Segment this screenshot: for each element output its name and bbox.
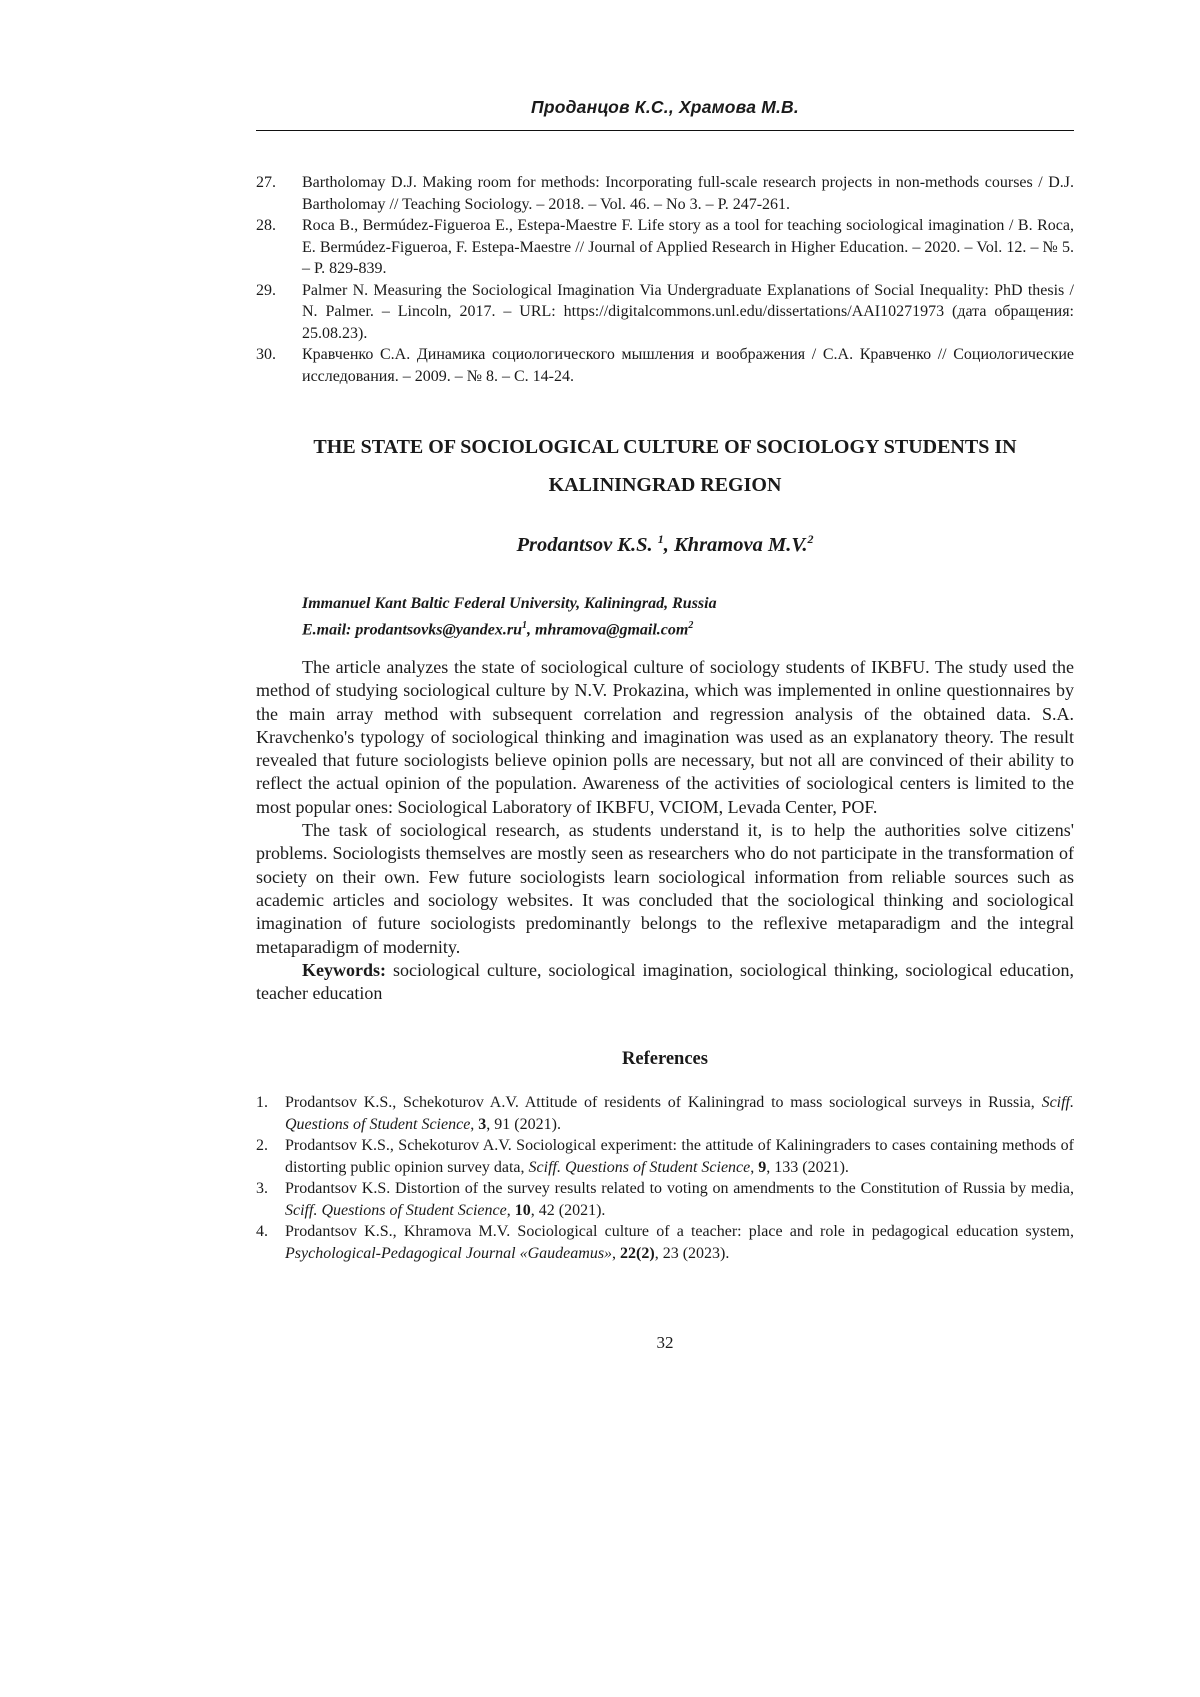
email-line: [302, 615, 717, 641]
reference-text: Кравченко С.А. Динамика социологического мышления и воображения / С.А. Кравченко // Социологические исследования. – 2009. – № 8. – С. 14-24.: [302, 346, 1074, 385]
reference-number: 3.: [256, 1180, 268, 1197]
author-2: Khramova M.V.: [674, 533, 808, 556]
email-separator: ,: [527, 620, 536, 638]
affiliation-block: [302, 593, 717, 640]
reference-number: 1.: [256, 1094, 268, 1111]
abstract: [256, 656, 1074, 1005]
email-label: E.mail:: [302, 620, 356, 638]
reference-pages-year: , 91 (2021).: [486, 1115, 561, 1133]
reference-number: 4.: [256, 1223, 268, 1240]
running-head: Проданцов К.С., Храмова М.В.: [531, 97, 799, 117]
references-list: [256, 1092, 1074, 1264]
reference-item: [256, 1178, 1074, 1221]
reference-journal: Sciff. Questions of Student Science: [528, 1158, 751, 1176]
email-2: mhramova@gmail.com: [535, 620, 689, 638]
references-heading: References: [622, 1049, 708, 1069]
author-line: [256, 532, 1074, 557]
keywords-text: sociological culture, sociological imagination, sociological thinking, sociological education, teacher education: [256, 959, 1074, 1004]
email-2-mark: 2: [688, 619, 694, 631]
reference-journal: Sciff. Questions of Student Science: [285, 1201, 507, 1219]
reference-number: 2.: [256, 1137, 268, 1154]
page-number: 32: [656, 1333, 674, 1352]
reference-pages-year: , 133 (2021).: [766, 1158, 849, 1176]
reference-pages-year: , 42 (2021).: [530, 1201, 606, 1219]
reference-number: 30.: [256, 346, 276, 363]
reference-item: [256, 1092, 1074, 1135]
reference-item: [256, 172, 1074, 215]
reference-item: [256, 1221, 1074, 1264]
email-1-mark: 1: [522, 619, 528, 631]
reference-journal: Sciff. Questions of Student Science: [285, 1094, 1074, 1133]
reference-item: [256, 1135, 1074, 1178]
article-title: [256, 428, 1074, 504]
reference-volume: 22(2): [620, 1244, 655, 1262]
reference-number: 27.: [256, 174, 276, 191]
reference-text: Roca B., Bermúdez-Figueroa E., Estepa-Maestre F. Life story as a tool for teaching sociological imagination / B. Roca, E. Bermúdez-Figueroa, F. Estepa-Maestre // Journal of Applied Research in Higher Education. – 2020. – Vol. 12. – № 5. – P. 829-839.: [302, 217, 1074, 277]
abstract-paragraph-2: The task of sociological research, as students understand it, is to help the authorities solve citizens' problems. Sociologists themselves are mostly seen as researchers who do not participate in the transformation of society on their own. Few future sociologists learn sociological information from reliable sources such as academic articles and sociology websites. It was concluded that the sociological thinking and sociological imagination of future sociologists predominantly belongs to the reflexive metaparadigm and the integral metaparadigm of modernity.: [256, 820, 1074, 957]
reference-number: 29.: [256, 281, 276, 299]
affiliation: Immanuel Kant Baltic Federal University, Kaliningrad, Russia: [302, 595, 717, 612]
previous-references-list: [256, 172, 1074, 387]
author-1: Prodantsov K.S.: [516, 533, 653, 556]
keywords-paragraph: [256, 959, 1074, 1006]
reference-volume: 10: [514, 1201, 531, 1219]
reference-authors-title: Prodantsov K.S., Schekoturov A.V. Sociological experiment: the attitude of Kaliningraders to cases containing methods of distorting public opinion survey data,: [285, 1137, 1074, 1176]
header-divider: [256, 130, 1074, 131]
reference-text: Bartholomay D.J. Making room for methods: Incorporating full-scale research projects in non-methods courses / D.J. Bartholomay // Teaching Sociology. – 2018. – Vol. 46. – No 3. – P. 247-261.: [302, 174, 1074, 213]
reference-pages-year: , 23 (2023).: [654, 1244, 730, 1262]
reference-volume: 3: [478, 1115, 487, 1133]
reference-item: [256, 344, 1074, 387]
reference-item: [256, 215, 1074, 280]
reference-separator: ,: [506, 1201, 515, 1219]
reference-authors-title: Prodantsov K.S. Distortion of the survey results related to voting on amendments to the Constitution of Russia by media,: [285, 1180, 1074, 1197]
author-1-affil-mark: 1: [657, 532, 664, 546]
reference-separator: ,: [612, 1244, 621, 1262]
reference-item: [256, 280, 1074, 345]
abstract-paragraph-1: The article analyzes the state of sociological culture of sociology students of IKBFU. The study used the method of studying sociological culture by N.V. Prokazina, which was implemented in online questionnaires by the main array method with subsequent correlation and regression analysis of the obtained data. S.A. Kravchenko's typology of sociological thinking and imagination was used as an explanatory theory. The result revealed that future sociologists believe opinion polls are necessary, but not all are convinced of their ability to reflect the actual opinion of the population. Awareness of the activities of sociological centers is limited to the most popular ones: Sociological Laboratory of IKBFU, VCIOM, Levada Center, POF.: [256, 657, 1074, 817]
reference-volume: 9: [758, 1158, 767, 1176]
reference-text: Palmer N. Measuring the Sociological Imagination Via Undergraduate Explanations of Social Inequality: PhD thesis / N. Palmer. – Lincoln, 2017. – URL: https://digitalcommons.unl.edu/dissertations/AAI10271973 (дата обращения: 25.08.23).: [302, 281, 1074, 342]
author-2-affil-mark: 2: [807, 532, 814, 546]
reference-authors-title: Prodantsov K.S., Khramova M.V. Sociological culture of a teacher: place and role in pedagogical education system,: [285, 1223, 1074, 1240]
reference-number: 28.: [256, 217, 276, 234]
reference-separator: ,: [470, 1115, 479, 1133]
article-title-line-2: KALININGRAD REGION: [548, 474, 782, 496]
article-title-line-1: THE STATE OF SOCIOLOGICAL CULTURE OF SOCIOLOGY STUDENTS IN: [313, 436, 1017, 458]
reference-separator: ,: [750, 1158, 759, 1176]
reference-journal: Psychological-Pedagogical Journal «Gaudeamus»: [285, 1244, 613, 1262]
keywords-label: Keywords:: [302, 959, 386, 980]
author-separator: ,: [663, 533, 674, 556]
email-1: prodantsovks@yandex.ru: [355, 620, 523, 638]
reference-authors-title: Prodantsov K.S., Schekoturov A.V. Attitude of residents of Kaliningrad to mass sociological surveys in Russia,: [285, 1094, 1042, 1111]
